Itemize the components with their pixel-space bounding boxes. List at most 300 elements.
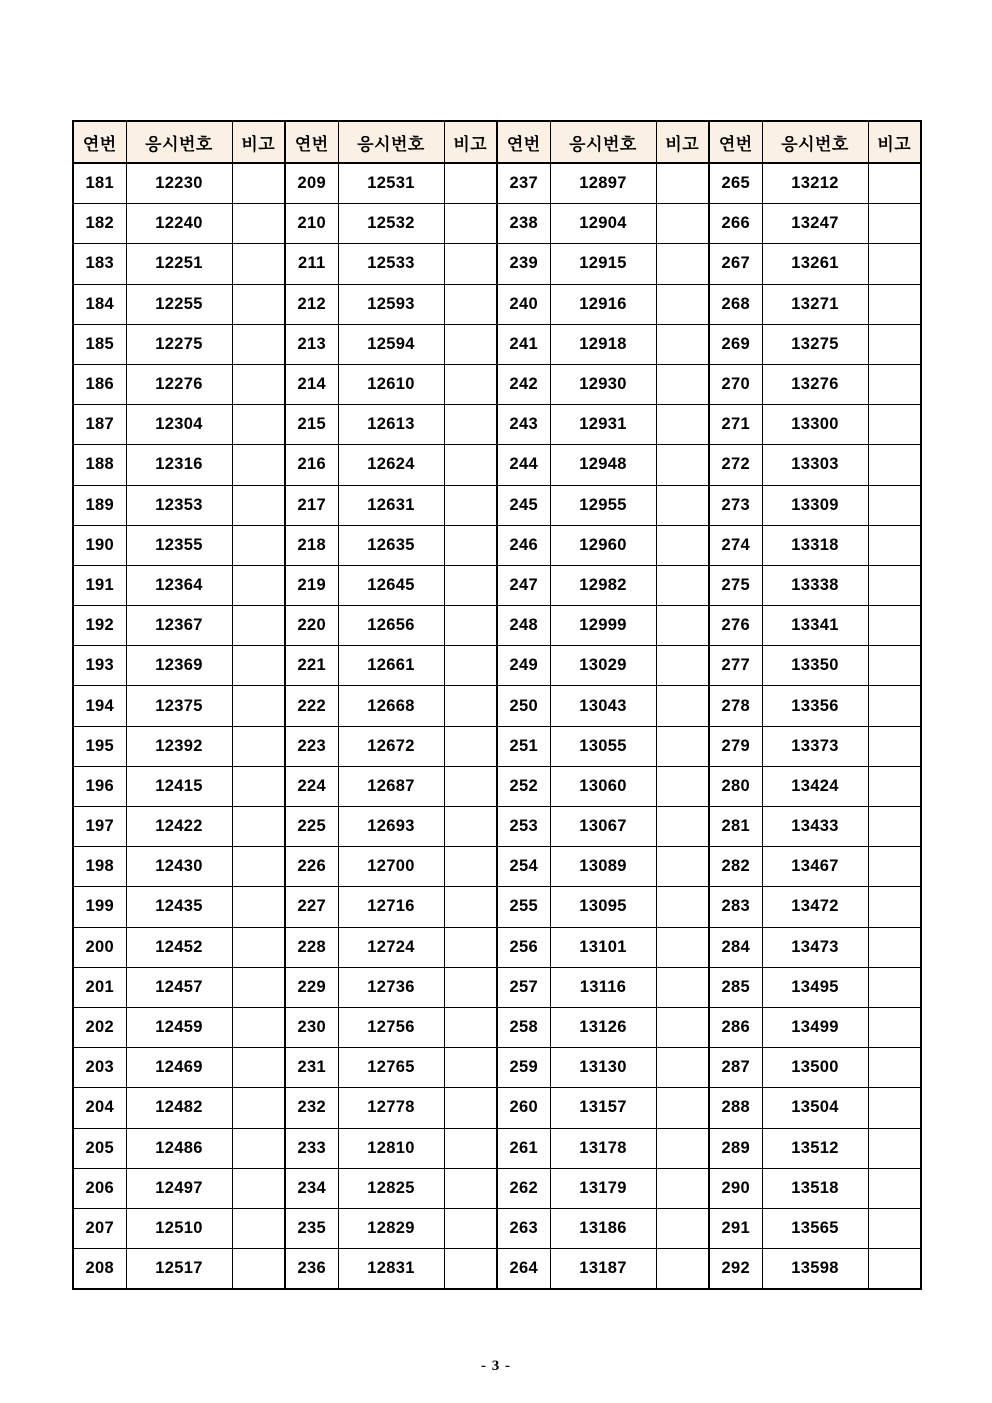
table-row xyxy=(73,1208,921,1248)
cell-note xyxy=(232,204,285,244)
cell-seq: 224 xyxy=(285,766,338,806)
cell-exam-no: 12613 xyxy=(338,405,444,445)
cell-note xyxy=(232,807,285,847)
cell-exam-no: 12687 xyxy=(338,766,444,806)
cell-exam-no: 13178 xyxy=(550,1128,656,1168)
cell-note xyxy=(868,525,921,565)
cell-note xyxy=(232,284,285,324)
table-row xyxy=(73,1128,921,1168)
cell-note xyxy=(868,847,921,887)
cell-note xyxy=(232,606,285,646)
cell-seq: 265 xyxy=(709,163,762,204)
table-row xyxy=(73,284,921,324)
cell-note xyxy=(656,284,709,324)
cell-note xyxy=(232,1208,285,1248)
cell-seq: 207 xyxy=(73,1208,126,1248)
cell-note xyxy=(656,364,709,404)
table-row xyxy=(73,927,921,967)
cell-note xyxy=(444,1088,497,1128)
cell-seq: 254 xyxy=(497,847,550,887)
cell-note xyxy=(444,565,497,605)
cell-exam-no: 13300 xyxy=(762,405,868,445)
cell-exam-no: 12955 xyxy=(550,485,656,525)
cell-note xyxy=(868,807,921,847)
cell-seq: 204 xyxy=(73,1088,126,1128)
cell-note xyxy=(232,163,285,204)
cell-note xyxy=(656,163,709,204)
cell-note xyxy=(656,847,709,887)
cell-exam-no: 13067 xyxy=(550,807,656,847)
header-cell-note-block-1: 비고 xyxy=(232,121,285,163)
cell-note xyxy=(868,485,921,525)
table-row xyxy=(73,1048,921,1088)
cell-exam-no: 12916 xyxy=(550,284,656,324)
cell-seq: 221 xyxy=(285,646,338,686)
cell-exam-no: 12367 xyxy=(126,606,232,646)
table-row xyxy=(73,485,921,525)
cell-seq: 189 xyxy=(73,485,126,525)
cell-seq: 253 xyxy=(497,807,550,847)
cell-exam-no: 12645 xyxy=(338,565,444,605)
cell-seq: 186 xyxy=(73,364,126,404)
header-row xyxy=(73,121,921,163)
cell-seq: 228 xyxy=(285,927,338,967)
header-cell-note-block-3: 비고 xyxy=(656,121,709,163)
header-cell-note-block-4: 비고 xyxy=(868,121,921,163)
cell-exam-no: 13309 xyxy=(762,485,868,525)
cell-seq: 196 xyxy=(73,766,126,806)
cell-note xyxy=(232,887,285,927)
cell-exam-no: 12531 xyxy=(338,163,444,204)
cell-seq: 217 xyxy=(285,485,338,525)
cell-note xyxy=(232,646,285,686)
cell-seq: 225 xyxy=(285,807,338,847)
cell-seq: 266 xyxy=(709,204,762,244)
cell-note xyxy=(444,1208,497,1248)
cell-note xyxy=(444,405,497,445)
cell-exam-no: 12594 xyxy=(338,324,444,364)
cell-seq: 292 xyxy=(709,1249,762,1290)
cell-note xyxy=(868,244,921,284)
cell-note xyxy=(868,284,921,324)
cell-seq: 287 xyxy=(709,1048,762,1088)
cell-note xyxy=(444,1007,497,1047)
cell-seq: 239 xyxy=(497,244,550,284)
cell-exam-no: 12517 xyxy=(126,1249,232,1290)
cell-note xyxy=(868,1007,921,1047)
cell-note xyxy=(444,324,497,364)
cell-seq: 214 xyxy=(285,364,338,404)
cell-note xyxy=(868,1249,921,1290)
cell-note xyxy=(444,927,497,967)
cell-note xyxy=(656,565,709,605)
cell-seq: 216 xyxy=(285,445,338,485)
cell-exam-no: 13473 xyxy=(762,927,868,967)
cell-exam-no: 13499 xyxy=(762,1007,868,1047)
cell-exam-no: 13341 xyxy=(762,606,868,646)
cell-exam-no: 13356 xyxy=(762,686,868,726)
cell-seq: 232 xyxy=(285,1088,338,1128)
cell-exam-no: 12693 xyxy=(338,807,444,847)
cell-seq: 220 xyxy=(285,606,338,646)
cell-seq: 190 xyxy=(73,525,126,565)
cell-exam-no: 13212 xyxy=(762,163,868,204)
cell-note xyxy=(868,766,921,806)
cell-note xyxy=(868,887,921,927)
cell-exam-no: 12510 xyxy=(126,1208,232,1248)
table-row xyxy=(73,1007,921,1047)
cell-seq: 242 xyxy=(497,364,550,404)
cell-note xyxy=(232,525,285,565)
cell-exam-no: 12392 xyxy=(126,726,232,766)
cell-seq: 251 xyxy=(497,726,550,766)
cell-seq: 288 xyxy=(709,1088,762,1128)
table-row xyxy=(73,405,921,445)
cell-note xyxy=(232,1128,285,1168)
cell-seq: 223 xyxy=(285,726,338,766)
cell-exam-no: 13424 xyxy=(762,766,868,806)
cell-exam-no: 13495 xyxy=(762,967,868,1007)
cell-exam-no: 12275 xyxy=(126,324,232,364)
cell-exam-no: 12765 xyxy=(338,1048,444,1088)
table-row xyxy=(73,163,921,204)
cell-exam-no: 12825 xyxy=(338,1168,444,1208)
cell-seq: 248 xyxy=(497,606,550,646)
cell-note xyxy=(444,163,497,204)
table-row xyxy=(73,967,921,1007)
cell-seq: 247 xyxy=(497,565,550,605)
cell-note xyxy=(444,646,497,686)
cell-exam-no: 12672 xyxy=(338,726,444,766)
cell-seq: 188 xyxy=(73,445,126,485)
cell-seq: 255 xyxy=(497,887,550,927)
cell-note xyxy=(868,405,921,445)
cell-seq: 191 xyxy=(73,565,126,605)
cell-seq: 269 xyxy=(709,324,762,364)
cell-note xyxy=(868,686,921,726)
cell-seq: 281 xyxy=(709,807,762,847)
cell-exam-no: 13095 xyxy=(550,887,656,927)
table-header xyxy=(73,121,921,163)
cell-seq: 193 xyxy=(73,646,126,686)
cell-seq: 284 xyxy=(709,927,762,967)
header-cell-seq-block-2: 연번 xyxy=(285,121,338,163)
cell-exam-no: 13157 xyxy=(550,1088,656,1128)
cell-note xyxy=(232,405,285,445)
cell-exam-no: 12430 xyxy=(126,847,232,887)
header-cell-seq-block-1: 연번 xyxy=(73,121,126,163)
cell-exam-no: 12736 xyxy=(338,967,444,1007)
cell-seq: 200 xyxy=(73,927,126,967)
cell-seq: 279 xyxy=(709,726,762,766)
cell-exam-no: 12999 xyxy=(550,606,656,646)
cell-exam-no: 13467 xyxy=(762,847,868,887)
cell-exam-no: 12497 xyxy=(126,1168,232,1208)
cell-seq: 252 xyxy=(497,766,550,806)
cell-exam-no: 12255 xyxy=(126,284,232,324)
cell-seq: 213 xyxy=(285,324,338,364)
cell-exam-no: 12452 xyxy=(126,927,232,967)
cell-exam-no: 13261 xyxy=(762,244,868,284)
cell-seq: 226 xyxy=(285,847,338,887)
cell-note xyxy=(656,324,709,364)
cell-note xyxy=(656,405,709,445)
cell-note xyxy=(868,726,921,766)
cell-seq: 285 xyxy=(709,967,762,1007)
cell-exam-no: 12353 xyxy=(126,485,232,525)
cell-exam-no: 12375 xyxy=(126,686,232,726)
cell-seq: 271 xyxy=(709,405,762,445)
cell-note xyxy=(656,525,709,565)
cell-exam-no: 12778 xyxy=(338,1088,444,1128)
cell-note xyxy=(232,766,285,806)
cell-note xyxy=(656,1088,709,1128)
cell-seq: 273 xyxy=(709,485,762,525)
cell-exam-no: 12251 xyxy=(126,244,232,284)
cell-exam-no: 13186 xyxy=(550,1208,656,1248)
table-row xyxy=(73,525,921,565)
table-row xyxy=(73,1249,921,1290)
cell-note xyxy=(656,1048,709,1088)
cell-note xyxy=(444,364,497,404)
cell-exam-no: 12457 xyxy=(126,967,232,1007)
cell-seq: 234 xyxy=(285,1168,338,1208)
cell-note xyxy=(868,445,921,485)
cell-note xyxy=(444,1048,497,1088)
header-cell-seq-block-3: 연번 xyxy=(497,121,550,163)
cell-exam-no: 12948 xyxy=(550,445,656,485)
cell-exam-no: 13303 xyxy=(762,445,868,485)
cell-note xyxy=(868,1048,921,1088)
cell-exam-no: 13271 xyxy=(762,284,868,324)
cell-exam-no: 12369 xyxy=(126,646,232,686)
cell-note xyxy=(656,807,709,847)
cell-seq: 236 xyxy=(285,1249,338,1290)
cell-note xyxy=(444,726,497,766)
cell-exam-no: 12656 xyxy=(338,606,444,646)
cell-note xyxy=(232,1048,285,1088)
cell-seq: 229 xyxy=(285,967,338,1007)
cell-note xyxy=(444,445,497,485)
cell-note xyxy=(656,485,709,525)
header-cell-seq-block-4: 연번 xyxy=(709,121,762,163)
cell-seq: 263 xyxy=(497,1208,550,1248)
cell-seq: 283 xyxy=(709,887,762,927)
cell-seq: 246 xyxy=(497,525,550,565)
cell-seq: 241 xyxy=(497,324,550,364)
cell-seq: 274 xyxy=(709,525,762,565)
cell-note xyxy=(656,1128,709,1168)
table-row xyxy=(73,244,921,284)
cell-exam-no: 12610 xyxy=(338,364,444,404)
table-row xyxy=(73,686,921,726)
cell-seq: 205 xyxy=(73,1128,126,1168)
cell-exam-no: 13029 xyxy=(550,646,656,686)
cell-seq: 270 xyxy=(709,364,762,404)
cell-note xyxy=(232,485,285,525)
cell-exam-no: 13565 xyxy=(762,1208,868,1248)
cell-exam-no: 13504 xyxy=(762,1088,868,1128)
cell-seq: 289 xyxy=(709,1128,762,1168)
cell-exam-no: 13060 xyxy=(550,766,656,806)
cell-note xyxy=(656,244,709,284)
cell-note xyxy=(444,606,497,646)
cell-exam-no: 12756 xyxy=(338,1007,444,1047)
cell-note xyxy=(444,1128,497,1168)
table-row xyxy=(73,204,921,244)
cell-note xyxy=(656,445,709,485)
cell-seq: 194 xyxy=(73,686,126,726)
cell-exam-no: 12897 xyxy=(550,163,656,204)
cell-seq: 183 xyxy=(73,244,126,284)
cell-seq: 249 xyxy=(497,646,550,686)
header-cell-exam-no-block-4: 응시번호 xyxy=(762,121,868,163)
cell-exam-no: 13598 xyxy=(762,1249,868,1290)
cell-note xyxy=(656,606,709,646)
table-row xyxy=(73,1168,921,1208)
cell-note xyxy=(656,646,709,686)
table-row xyxy=(73,887,921,927)
cell-note xyxy=(868,364,921,404)
cell-note xyxy=(444,686,497,726)
cell-note xyxy=(444,807,497,847)
cell-exam-no: 13130 xyxy=(550,1048,656,1088)
table-row xyxy=(73,364,921,404)
cell-exam-no: 13116 xyxy=(550,967,656,1007)
cell-exam-no: 13512 xyxy=(762,1128,868,1168)
cell-exam-no: 12668 xyxy=(338,686,444,726)
table-row xyxy=(73,1088,921,1128)
cell-exam-no: 12831 xyxy=(338,1249,444,1290)
cell-seq: 192 xyxy=(73,606,126,646)
cell-exam-no: 13433 xyxy=(762,807,868,847)
cell-seq: 259 xyxy=(497,1048,550,1088)
cell-seq: 267 xyxy=(709,244,762,284)
cell-seq: 198 xyxy=(73,847,126,887)
cell-note xyxy=(232,686,285,726)
cell-seq: 206 xyxy=(73,1168,126,1208)
cell-seq: 209 xyxy=(285,163,338,204)
cell-exam-no: 12661 xyxy=(338,646,444,686)
exam-number-roster-table xyxy=(72,120,922,1290)
header-cell-exam-no-block-2: 응시번호 xyxy=(338,121,444,163)
cell-exam-no: 12276 xyxy=(126,364,232,404)
cell-exam-no: 12700 xyxy=(338,847,444,887)
cell-seq: 262 xyxy=(497,1168,550,1208)
cell-note xyxy=(232,726,285,766)
cell-note xyxy=(444,887,497,927)
cell-note xyxy=(868,204,921,244)
cell-seq: 264 xyxy=(497,1249,550,1290)
cell-note xyxy=(444,1249,497,1290)
cell-exam-no: 12355 xyxy=(126,525,232,565)
cell-seq: 210 xyxy=(285,204,338,244)
table-row xyxy=(73,726,921,766)
cell-exam-no: 12724 xyxy=(338,927,444,967)
cell-exam-no: 12960 xyxy=(550,525,656,565)
cell-seq: 211 xyxy=(285,244,338,284)
cell-seq: 291 xyxy=(709,1208,762,1248)
cell-note xyxy=(868,646,921,686)
cell-seq: 290 xyxy=(709,1168,762,1208)
cell-exam-no: 12316 xyxy=(126,445,232,485)
table-row xyxy=(73,807,921,847)
cell-note xyxy=(868,1088,921,1128)
cell-seq: 199 xyxy=(73,887,126,927)
cell-seq: 182 xyxy=(73,204,126,244)
cell-exam-no: 12422 xyxy=(126,807,232,847)
cell-exam-no: 13187 xyxy=(550,1249,656,1290)
cell-seq: 227 xyxy=(285,887,338,927)
header-cell-note-block-2: 비고 xyxy=(444,121,497,163)
cell-seq: 286 xyxy=(709,1007,762,1047)
cell-seq: 181 xyxy=(73,163,126,204)
cell-seq: 257 xyxy=(497,967,550,1007)
cell-note xyxy=(444,967,497,1007)
cell-exam-no: 12931 xyxy=(550,405,656,445)
cell-seq: 245 xyxy=(497,485,550,525)
cell-note xyxy=(656,1208,709,1248)
cell-note xyxy=(232,244,285,284)
cell-note xyxy=(868,324,921,364)
cell-exam-no: 12918 xyxy=(550,324,656,364)
cell-seq: 215 xyxy=(285,405,338,445)
cell-seq: 185 xyxy=(73,324,126,364)
cell-note xyxy=(656,686,709,726)
cell-note xyxy=(444,204,497,244)
cell-exam-no: 13518 xyxy=(762,1168,868,1208)
cell-seq: 258 xyxy=(497,1007,550,1047)
cell-note xyxy=(868,565,921,605)
cell-note xyxy=(232,364,285,404)
cell-note xyxy=(868,927,921,967)
cell-note xyxy=(868,1208,921,1248)
table-row xyxy=(73,606,921,646)
cell-exam-no: 12435 xyxy=(126,887,232,927)
cell-exam-no: 12532 xyxy=(338,204,444,244)
cell-note xyxy=(232,565,285,605)
cell-seq: 282 xyxy=(709,847,762,887)
cell-exam-no: 12240 xyxy=(126,204,232,244)
cell-exam-no: 12469 xyxy=(126,1048,232,1088)
cell-seq: 184 xyxy=(73,284,126,324)
cell-seq: 272 xyxy=(709,445,762,485)
cell-seq: 280 xyxy=(709,766,762,806)
cell-seq: 268 xyxy=(709,284,762,324)
cell-note xyxy=(868,1168,921,1208)
cell-exam-no: 12810 xyxy=(338,1128,444,1168)
cell-seq: 231 xyxy=(285,1048,338,1088)
cell-exam-no: 12230 xyxy=(126,163,232,204)
table-row xyxy=(73,847,921,887)
cell-note xyxy=(232,1088,285,1128)
cell-note xyxy=(232,1168,285,1208)
cell-note xyxy=(656,1249,709,1290)
header-cell-exam-no-block-3: 응시번호 xyxy=(550,121,656,163)
roster-table-container xyxy=(72,120,922,1290)
cell-note xyxy=(232,927,285,967)
cell-exam-no: 12635 xyxy=(338,525,444,565)
cell-seq: 260 xyxy=(497,1088,550,1128)
cell-exam-no: 13089 xyxy=(550,847,656,887)
cell-exam-no: 12533 xyxy=(338,244,444,284)
cell-exam-no: 13247 xyxy=(762,204,868,244)
cell-note xyxy=(656,1168,709,1208)
cell-exam-no: 13055 xyxy=(550,726,656,766)
cell-exam-no: 12904 xyxy=(550,204,656,244)
cell-exam-no: 13373 xyxy=(762,726,868,766)
cell-exam-no: 13179 xyxy=(550,1168,656,1208)
